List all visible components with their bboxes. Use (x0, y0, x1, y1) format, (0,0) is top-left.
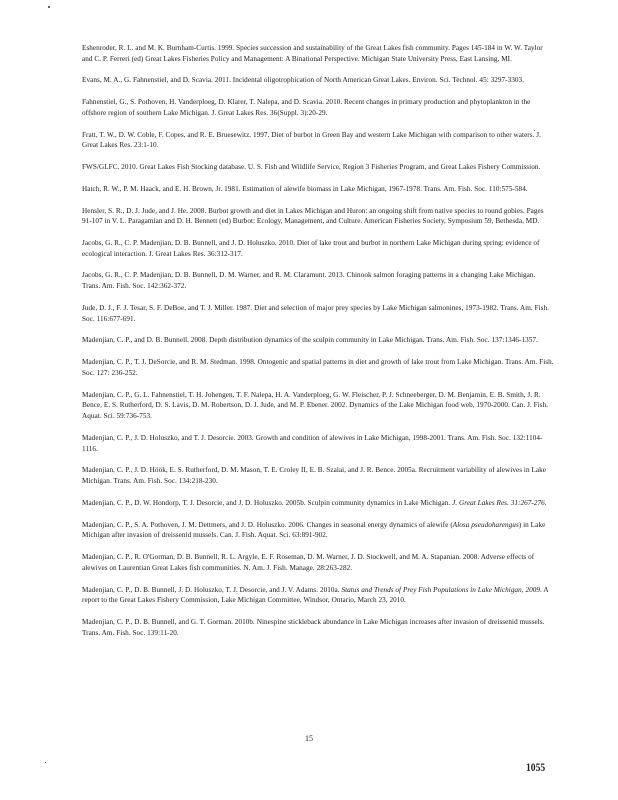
reference-entry: Hatch, R. W., P. M. Haack, and E. H. Brown, Jr. 1981. Estimation of alewife biomass in Lake Michigan, 1967-1978. Trans. Am. Fish. Soc. 110:575-584. (82, 184, 528, 193)
italic-title: Alosa pseudoharengus (452, 520, 519, 529)
reference-entry: Madenjian, C. P., J. D. Holuszko, and T. J. Desorcie. 2003. Growth and condition of alewives in Lake Michigan, 1998-2001. Trans. Am. Fish. Soc. 132:1104-1116. (82, 433, 543, 453)
reference-entry: Madenjian, C. P., D. B. Bunnell, and G. T. Gorman. 2010b. Ninespine stickleback abundance in Lake Michigan increases after invasion of dreissenid mussels. Trans. Am. Fish. Soc. 139:11-20. (82, 618, 545, 637)
reference-entry: Fratt, T. W., D. W. Coble, F. Copes, and R. E. Bruesewitz. 1997. Diet of burbot in Green Bay and western Lake Michigan with comparison to other waters. J. Great Lakes Res. 23:1-10. (82, 130, 541, 150)
reference-entry: Madenjian, C. P., R. O'Gorman, D. B. Bunnell, R. L. Argyle, E. F. Roseman, D. M. Warner, J. D. Stockwell, and M. A. Stapanian. 2008. Adverse effects of alewives on Laurentian Great Lakes fish communities. N. Am. J. Fish. Manage. 28:263-282. (82, 553, 535, 572)
reference-entry: Jacobs, G. R., C. P. Madenjian, D. B. Bunnell, D. M. Warner, and R. M. Claramunt. 2013. Chinook salmon foraging patterns in a changing Lake Michigan. Trans. Am. Fish. Soc. 142:362-372. (82, 271, 536, 291)
reference-entry: FWS/GLFC. 2010. Great Lakes Fish Stocking database. U. S. Fish and Wildlife Service, Region 3 Fisheries Program, and Great Lakes Fishery Commission. (82, 163, 541, 172)
reference-entry: Fahnenstiel, G., S. Pothoven, H. Vanderploeg, D. Klarer, T. Nalepa, and D. Scavia. 2010. Recent changes in primary production and phytoplankton in the offshore region of southern Lake Michigan. J. Great Lakes Res. 36(Suppl. 3):20-29. (82, 98, 531, 117)
reference-entry: Madenjian, C. P., G. L. Fahnenstiel, T. H. Johengen, T. F. Nalepa, H. A. Vanderploeg, G. W. Fleischer, P. J. Schneeberger, D. M. Benjamin, E. B. Smith, J. R. Bence, E. S. Rutherford, D. S. Lavis, D. M. Robertson, D. J. Jude, and M. P. Ebener. 2002. Dynamics of the Lake Michigan food web, 1970-2000. Can. J. Fish. Aquat. Sci. 59:736-753. (82, 390, 549, 421)
reference-entry: Evans, M. A., G. Fahnenstiel, and D. Scavia. 2011. Incidental oligotrophication of North American Great Lakes. Environ. Sci. Technol. 45: 3297-3303. (82, 76, 525, 85)
reference-entry: Jude, D. J., F. J. Tesar, S. F. DeBoe, and T. J. Miller. 1987. Diet and selection of major prey species by Lake Michigan salmonines, 1973-1982. Trans. Am. Fish. Soc. 116:677-691. (82, 303, 550, 323)
reference-entry: Madenjian, C. P., T. J. DeSorcie, and R. M. Stedman. 1998. Ontogenic and spatial patterns in diet and growth of lake trout from Lake Michigan. Trans. Am. Fish. Soc. 127: 236-252. (82, 358, 554, 377)
reference-entry: Jacobs, G. R., C. P. Madenjian, D. B. Bunnell, and J. D. Holuszko. 2010. Diet of lake trout and burbot in northern Lake Michigan during spring: evidence of ecological interaction. J. Great Lakes Res. 36:312-317. (82, 239, 540, 258)
reference-entry: Madenjian, C. P., S. A. Pothoven, J. M. Dettmers, and J. D. Holuszko. 2006. Changes in seasonal energy dynamics of alewife (Alosa pseudoharengus) in Lake Michigan after invasion of dreissenid mussels. Can. J. Fish. Aquat. Sci. 63:891-902. (82, 520, 546, 540)
reference-list (82, 43, 554, 650)
reference-entry: Madenjian, C. P., J. D. Höök, E. S. Rutherford, D. M. Mason, T. E. Croley II, E. B. Szalai, and J. R. Bence. 2005a. Recruitment variability of alewives in Lake Michigan. Trans. Am. Fish. Soc. 134:218-230. (82, 466, 547, 486)
italic-title: Status and Trends of Prey Fish Populations in Lake Michigan, 2009 (341, 585, 541, 594)
scan-speck (48, 6, 50, 8)
reference-entry: Madenjian, C. P., D. B. Bunnell, J. D. Holuszko, T. J. Desorcie, and J. V. Adams. 2010a. Status and Trends of Prey Fish Populations in Lake Michigan, 2009. A report to the Great Lakes Fishery Commission, Lake Michigan Committee, Windsor, Ontario, March 23, 2010. (82, 585, 549, 605)
bates-number-stamp: 1055 (526, 760, 546, 774)
reference-entry: Hensler, S. R., D. J. Jude, and J. He. 2008. Burbot growth and diet in Lakes Michigan and Huron: an ongoing shift from native species to round gobies. Pages 91-107 in V. L. Paragamian and D. H. Bennett (ed) Burbot: Ecology, Management, and Culture. American Fisheries Society, Symposium 59, Bethesda, MD. (82, 206, 544, 226)
reference-entry: Madenjian, C. P., and D. B. Bunnell. 2008. Depth distribution dynamics of the sculpin community in Lake Michigan. Trans. Am. Fish. Soc. 137:1346-1357. (82, 336, 538, 345)
scan-speck (45, 762, 46, 763)
page-number: 15 (305, 734, 313, 743)
italic-title: J. Great Lakes Res. 31:267-276 (452, 498, 545, 507)
reference-entry: Madenjian, C. P., D. W. Hondorp, T. J. Desorcie, and J. D. Holuszko. 2005b. Sculpin community dynamics in Lake Michigan. J. Great Lakes Res. 31:267-276. (82, 498, 547, 507)
reference-entry: Eshenroder, R. L. and M. K. Burnham-Curtis. 1999. Species succession and sustainability of the Great Lakes fish community. Pages 145-184 in W. W. Taylor and C. P. Ferreri (ed) Great Lakes Fisheries Policy and Management: A Binational Perspective. Michigan State University Press, East Lansing, MI. (82, 44, 543, 63)
scan-speck (534, 130, 535, 131)
